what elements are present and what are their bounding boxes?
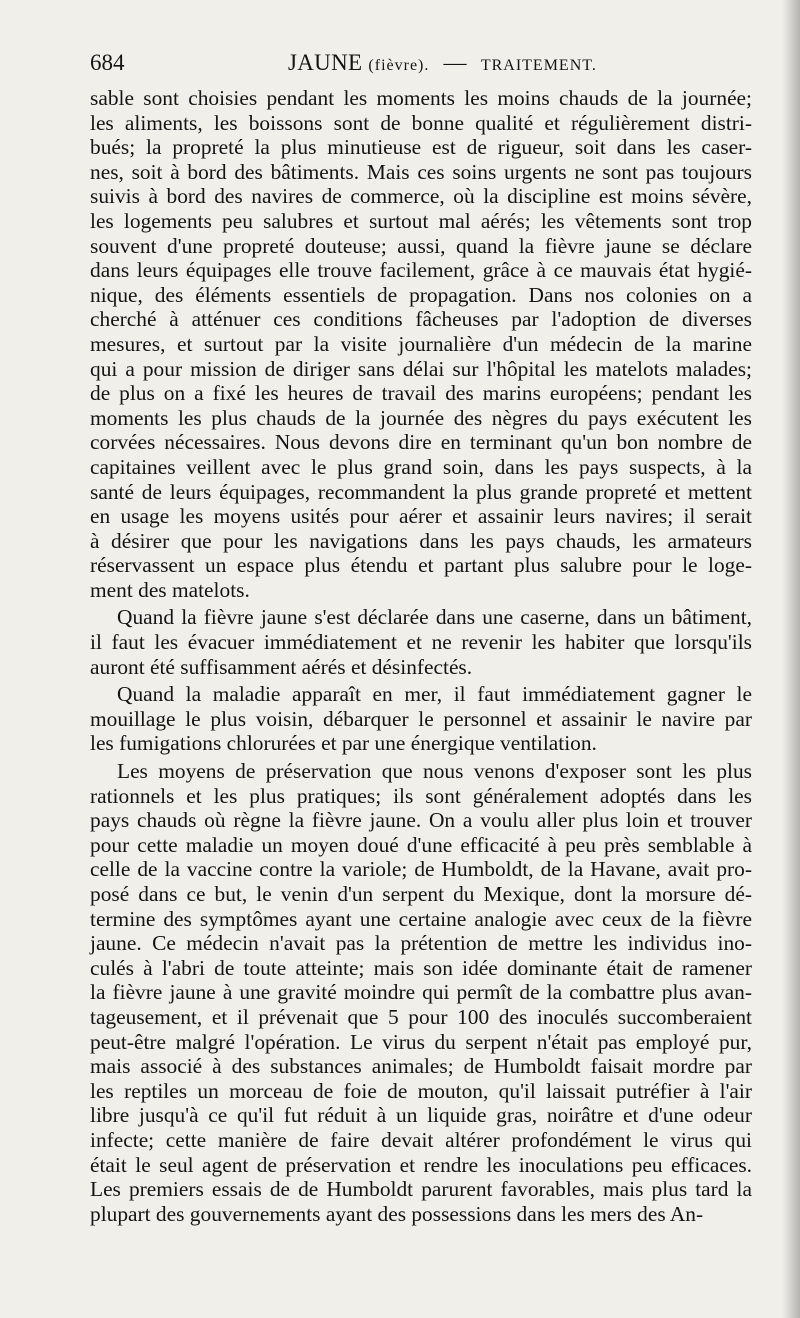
text-line: de plus on a fixé les heures de travail des marins européens; pendant les: [90, 381, 752, 406]
header-title-main: JAUNE: [288, 50, 363, 75]
text-line: à désirer que pour les navigations dans les pays chauds, les armateurs: [90, 528, 752, 553]
text-line: Les moyens de préservation que nous venons d'exposer sont les plus: [117, 759, 752, 784]
text-line: Les premiers essais de de Humboldt parurent favorables, mais plus tard la: [90, 1177, 752, 1202]
text-line: Quand la maladie apparaît en mer, il faut immédiatement gagner le: [117, 682, 752, 707]
text-line: culés à l'abri de toute atteinte; mais son idée dominante était de ramener: [90, 955, 752, 980]
text-line: la fièvre jaune à une gravité moindre qui permît de la combattre plus avan-: [90, 980, 752, 1005]
text-line: Quand la fièvre jaune s'est déclarée dans une caserne, dans un bâtiment,: [117, 605, 752, 630]
text-line: les fumigations chlorurées et par une énergique ventilation.: [90, 731, 597, 756]
paragraph: [90, 605, 752, 679]
text-line: mais associé à des substances animales; de Humboldt faisait mordre par: [90, 1054, 752, 1079]
text-line: les logements peu salubres et surtout mal aérés; les vêtements sont trop: [90, 208, 752, 233]
text-line: était le seul agent de préservation et rendre les inoculations peu efficaces.: [90, 1152, 752, 1177]
text-line: peut-être malgré l'opération. Le virus du serpent n'était pas employé pur,: [90, 1029, 752, 1054]
page-edge-shadow: [782, 0, 800, 1318]
text-line: les aliments, les boissons sont de bonne qualité et régulièrement distri-: [90, 110, 752, 135]
text-line: mesures, et surtout par la visite journalière d'un médecin de la marine: [90, 331, 752, 356]
text-line: auront été suffisamment aérés et désinfectés.: [90, 654, 473, 679]
running-header: [90, 48, 755, 78]
text-line: mouillage le plus voisin, débarquer le personnel et assainir le navire par: [90, 706, 752, 731]
text-line: termine des symptômes ayant une certaine analogie avec ceux de la fièvre: [90, 906, 752, 931]
text-line: jaune. Ce médecin n'avait pas la prétention de mettre les individus ino-: [90, 931, 752, 956]
text-line: plupart des gouvernements ayant des possessions dans les mers des An-: [90, 1201, 704, 1226]
text-line: pays chauds où règne la fièvre jaune. On a voulu aller plus loin et trouver: [90, 808, 752, 833]
text-line: cherché à atténuer ces conditions fâcheuses par l'adoption de diverses: [90, 307, 752, 332]
paragraph: [90, 759, 752, 1226]
text-line: moments les plus chauds de la journée des nègres du pays exécutent les: [90, 405, 752, 430]
text-line: nes, soit à bord des bâtiments. Mais ces soins urgents ne sont pas toujours: [90, 159, 752, 184]
text-line: celle de la vaccine contre la variole; de Humboldt, de la Havane, avait pro-: [90, 857, 752, 882]
header-title-paren: (fièvre).: [368, 57, 430, 74]
body-text: [90, 86, 752, 1226]
text-line: bués; la propreté la plus minutieuse est de rigueur, soit dans les caser-: [90, 135, 752, 160]
header-dash: —: [443, 50, 467, 75]
paragraph: [90, 86, 752, 602]
text-line: les reptiles un morceau de foie de mouton, qu'il laissait putréfier à l'air: [90, 1078, 752, 1103]
text-line: souvent d'une propreté douteuse; aussi, quand la fièvre jaune se déclare: [90, 233, 752, 258]
text-line: pour cette maladie un moyen doué d'une efficacité à peu près semblable à: [90, 832, 752, 857]
text-line: posé dans ce but, le venin d'un serpent du Mexique, dont la morsure dé-: [90, 882, 752, 906]
text-line: sable sont choisies pendant les moments les moins chauds de la journée;: [90, 86, 752, 110]
header-section: TRAITEMENT.: [480, 57, 597, 74]
text-line: il faut les évacuer immédiatement et ne revenir les habiter que lorsqu'ils: [90, 630, 752, 655]
text-line: capitaines veillent avec le plus grand soin, dans les pays suspects, à la: [90, 454, 752, 479]
text-line: rationnels et les plus pratiques; ils sont généralement adoptés dans les: [90, 783, 752, 808]
text-line: réservassent un espace plus étendu et partant plus salubre pour le loge-: [90, 553, 752, 578]
text-line: tageusement, et il prévenait que 5 pour 100 des inoculés succomberaient: [90, 1004, 752, 1029]
text-line: en usage les moyens usités pour aérer et assainir leurs navires; il serait: [90, 504, 752, 529]
text-line: santé de leurs équipages, recommandent la plus grande propreté et mettent: [90, 479, 752, 504]
paragraph: [90, 682, 752, 756]
text-line: suivis à bord des navires de commerce, où la discipline est moins sévère,: [90, 184, 752, 209]
text-line: corvées nécessaires. Nous devons dire en terminant qu'un bon nombre de: [90, 430, 752, 455]
text-line: libre jusqu'à ce qu'il fut réduit à un liquide gras, noirâtre et d'une odeur: [90, 1103, 752, 1128]
page-number: 684: [90, 50, 125, 75]
text-line: dans leurs équipages elle trouve facilement, grâce à ce mauvais état hygié-: [90, 258, 752, 283]
text-line: ment des matelots.: [90, 577, 250, 602]
text-line: qui a pour mission de diriger sans délai sur l'hôpital les matelots malades;: [90, 356, 752, 381]
header-title: [288, 48, 597, 81]
text-line: nique, des éléments essentiels de propagation. Dans nos colonies on a: [90, 282, 752, 307]
text-line: infecte; cette manière de faire devait altérer profondément le virus qui: [90, 1127, 752, 1152]
